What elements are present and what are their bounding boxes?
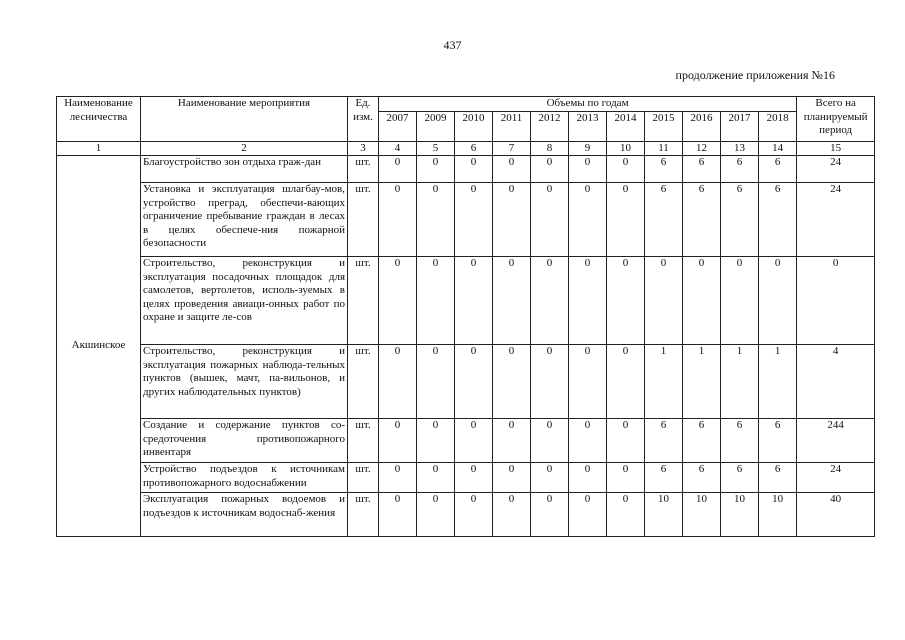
- value-cell: 0: [417, 463, 455, 493]
- unit-cell: шт.: [348, 257, 379, 345]
- column-number: 7: [493, 141, 531, 156]
- value-cell: 0: [607, 257, 645, 345]
- column-number: 2: [141, 141, 348, 156]
- value-cell: 0: [379, 257, 417, 345]
- total-cell: 4: [797, 345, 875, 419]
- column-number: 8: [531, 141, 569, 156]
- value-cell: 6: [721, 419, 759, 463]
- value-cell: 0: [645, 257, 683, 345]
- value-cell: 0: [759, 257, 797, 345]
- value-cell: 0: [531, 257, 569, 345]
- column-number: 9: [569, 141, 607, 156]
- table-row: [57, 257, 875, 345]
- activity-name: Устройство подъездов к источникам противопожарного водоснабжении: [141, 463, 348, 493]
- table-row: [57, 345, 875, 419]
- value-cell: 0: [607, 419, 645, 463]
- header-forestry: Наименование лесничества: [57, 97, 141, 142]
- value-cell: 0: [569, 156, 607, 183]
- value-cell: 1: [759, 345, 797, 419]
- value-cell: 0: [493, 257, 531, 345]
- year-header: 2009: [417, 111, 455, 141]
- column-number: 6: [455, 141, 493, 156]
- value-cell: 0: [569, 463, 607, 493]
- value-cell: 0: [721, 257, 759, 345]
- activity-name: Установка и эксплуатация шлагбау-мов, устройство преград, обеспечи-вающих ограничение пребывание граждан в лесах в целях обеспече-ния пожарной безопасности: [141, 183, 348, 257]
- column-number: 15: [797, 141, 875, 156]
- column-number: 1: [57, 141, 141, 156]
- unit-cell: шт.: [348, 156, 379, 183]
- activity-name: Строительство, реконструкция и эксплуатация посадочных площадок для самолетов, вертолетов, исполь-зуемых в целях проведения авиаци-онных работ по охране и защите ле-сов: [141, 257, 348, 345]
- value-cell: 6: [645, 463, 683, 493]
- total-cell: 40: [797, 493, 875, 537]
- forestry-name: Акшинское: [57, 156, 141, 537]
- value-cell: 6: [759, 463, 797, 493]
- value-cell: 10: [683, 493, 721, 537]
- value-cell: 0: [531, 183, 569, 257]
- value-cell: 0: [455, 183, 493, 257]
- year-header: 2016: [683, 111, 721, 141]
- unit-cell: шт.: [348, 419, 379, 463]
- value-cell: 0: [455, 463, 493, 493]
- total-cell: 244: [797, 419, 875, 463]
- value-cell: 0: [417, 345, 455, 419]
- value-cell: 0: [531, 419, 569, 463]
- value-cell: 0: [417, 257, 455, 345]
- value-cell: 6: [721, 183, 759, 257]
- value-cell: 6: [759, 419, 797, 463]
- year-header: 2014: [607, 111, 645, 141]
- table-row: [57, 463, 875, 493]
- total-cell: 0: [797, 257, 875, 345]
- column-number: 3: [348, 141, 379, 156]
- table-row: [57, 156, 875, 183]
- unit-cell: шт.: [348, 183, 379, 257]
- year-header: 2012: [531, 111, 569, 141]
- value-cell: 1: [721, 345, 759, 419]
- value-cell: 0: [455, 419, 493, 463]
- value-cell: 0: [379, 345, 417, 419]
- value-cell: 0: [569, 345, 607, 419]
- value-cell: 0: [607, 156, 645, 183]
- header-total: Всего на планируемый период: [797, 97, 875, 142]
- value-cell: 0: [455, 493, 493, 537]
- value-cell: 1: [645, 345, 683, 419]
- header-volumes: Объемы по годам: [379, 97, 797, 112]
- value-cell: 1: [683, 345, 721, 419]
- year-header: 2017: [721, 111, 759, 141]
- value-cell: 0: [569, 419, 607, 463]
- value-cell: 0: [455, 257, 493, 345]
- value-cell: 0: [379, 463, 417, 493]
- value-cell: 0: [493, 419, 531, 463]
- value-cell: 0: [531, 463, 569, 493]
- activities-table: [56, 96, 875, 537]
- total-cell: 24: [797, 156, 875, 183]
- value-cell: 0: [455, 156, 493, 183]
- value-cell: 6: [721, 463, 759, 493]
- column-number: 5: [417, 141, 455, 156]
- value-cell: 6: [721, 156, 759, 183]
- value-cell: 0: [493, 493, 531, 537]
- value-cell: 6: [645, 419, 683, 463]
- value-cell: 0: [531, 156, 569, 183]
- total-cell: 24: [797, 463, 875, 493]
- value-cell: 0: [417, 419, 455, 463]
- value-cell: 0: [493, 345, 531, 419]
- value-cell: 0: [607, 463, 645, 493]
- value-cell: 0: [531, 345, 569, 419]
- value-cell: 10: [645, 493, 683, 537]
- value-cell: 0: [607, 183, 645, 257]
- value-cell: 6: [683, 463, 721, 493]
- value-cell: 0: [455, 345, 493, 419]
- value-cell: 0: [417, 156, 455, 183]
- year-header: 2010: [455, 111, 493, 141]
- unit-cell: шт.: [348, 345, 379, 419]
- value-cell: 6: [645, 183, 683, 257]
- column-number: 14: [759, 141, 797, 156]
- value-cell: 0: [569, 257, 607, 345]
- year-header: 2011: [493, 111, 531, 141]
- value-cell: 6: [683, 156, 721, 183]
- value-cell: 0: [493, 156, 531, 183]
- value-cell: 0: [531, 493, 569, 537]
- value-cell: 10: [759, 493, 797, 537]
- value-cell: 0: [379, 156, 417, 183]
- continuation-label: продолжение приложения №16: [675, 68, 835, 82]
- column-number: 4: [379, 141, 417, 156]
- value-cell: 0: [379, 493, 417, 537]
- value-cell: 6: [759, 156, 797, 183]
- value-cell: 0: [493, 183, 531, 257]
- value-cell: 0: [569, 493, 607, 537]
- column-number: 11: [645, 141, 683, 156]
- value-cell: 0: [417, 183, 455, 257]
- year-header: 2015: [645, 111, 683, 141]
- value-cell: 0: [493, 463, 531, 493]
- column-number: 13: [721, 141, 759, 156]
- activity-name: Эксплуатация пожарных водоемов и подъездов к источникам водоснаб-жения: [141, 493, 348, 537]
- value-cell: 0: [607, 345, 645, 419]
- unit-cell: шт.: [348, 463, 379, 493]
- value-cell: 0: [607, 493, 645, 537]
- activity-name: Создание и содержание пунктов со-средоточения противопожарного инвентаря: [141, 419, 348, 463]
- activity-name: Строительство, реконструкция и эксплуатация пожарных наблюда-тельных пунктов (вышек, мачт, па-вильонов, и других наблюдательных пунктов): [141, 345, 348, 419]
- value-cell: 6: [759, 183, 797, 257]
- value-cell: 6: [645, 156, 683, 183]
- column-number: 12: [683, 141, 721, 156]
- year-header: 2007: [379, 111, 417, 141]
- year-header: 2013: [569, 111, 607, 141]
- year-header: 2018: [759, 111, 797, 141]
- value-cell: 6: [683, 419, 721, 463]
- total-cell: 24: [797, 183, 875, 257]
- header-unit: Ед. изм.: [348, 97, 379, 142]
- table-row: [57, 493, 875, 537]
- value-cell: 0: [379, 419, 417, 463]
- value-cell: 10: [721, 493, 759, 537]
- value-cell: 0: [683, 257, 721, 345]
- unit-cell: шт.: [348, 493, 379, 537]
- value-cell: 0: [379, 183, 417, 257]
- value-cell: 0: [417, 493, 455, 537]
- table-row: [57, 183, 875, 257]
- page-number: 437: [443, 38, 462, 52]
- value-cell: 6: [683, 183, 721, 257]
- value-cell: 0: [569, 183, 607, 257]
- header-activity: Наименование мероприятия: [141, 97, 348, 142]
- table-row: [57, 419, 875, 463]
- activity-name: Благоустройство зон отдыха граж-дан: [141, 156, 348, 183]
- column-number: 10: [607, 141, 645, 156]
